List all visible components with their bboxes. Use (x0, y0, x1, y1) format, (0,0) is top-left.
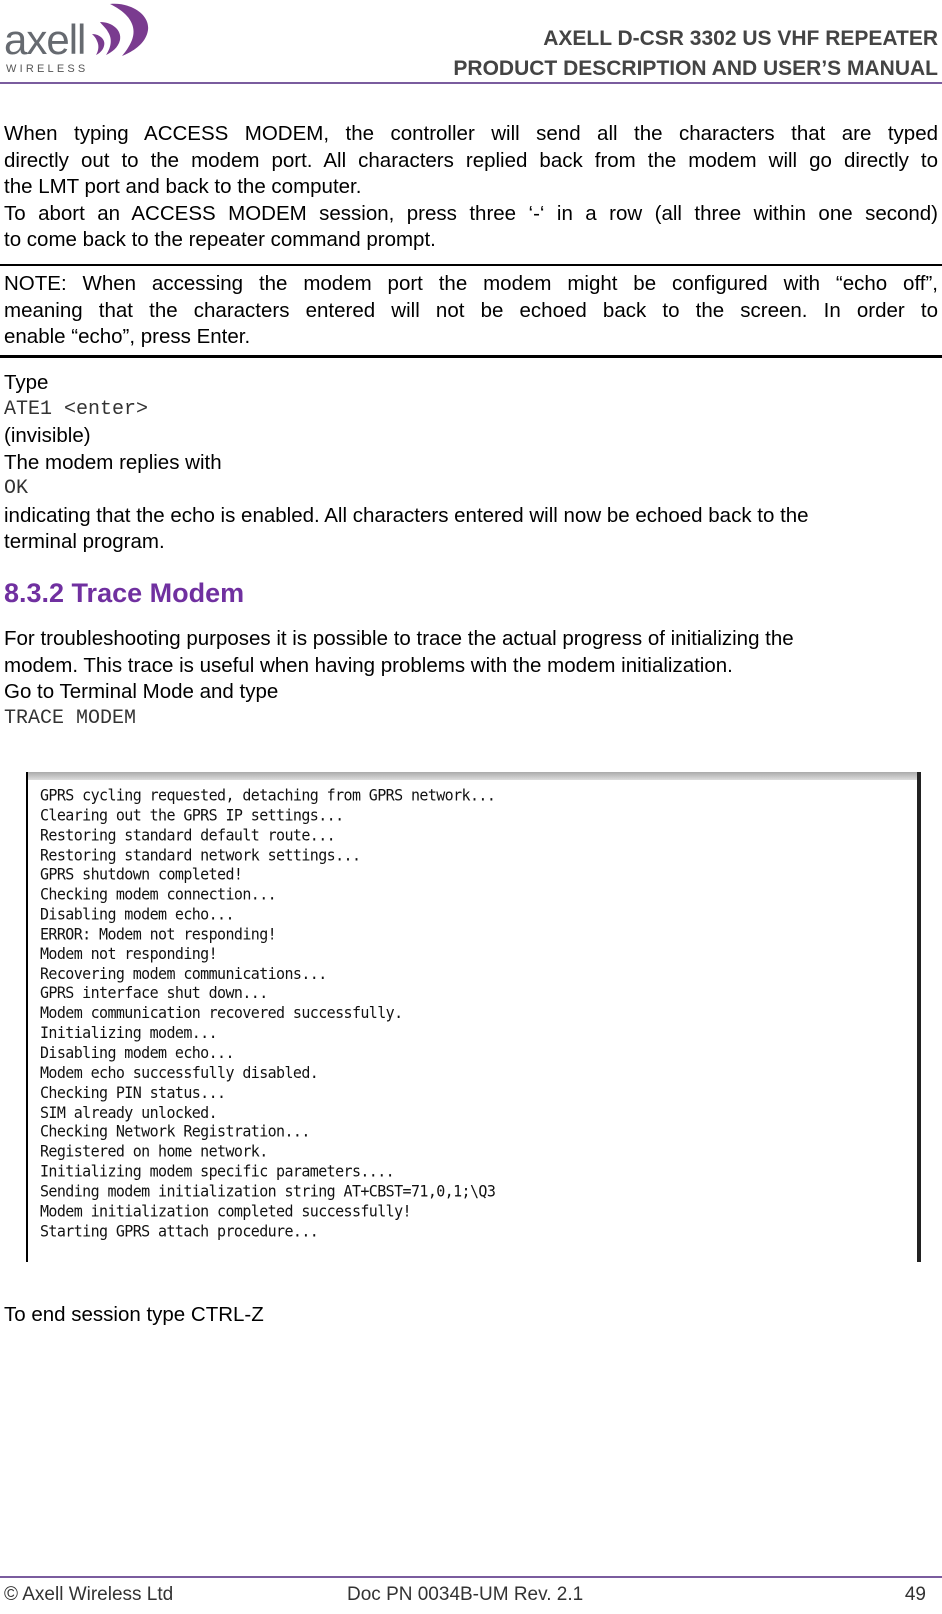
p1-line-2: directly out to the modem port. All characters replied back from the modem will go directly to (4, 148, 938, 172)
terminal-line: Modem not responding! (40, 944, 218, 964)
document-title (453, 24, 938, 84)
terminal-line: GPRS interface shut down... (40, 983, 268, 1003)
note-box (4, 271, 938, 351)
note-top-rule (0, 264, 942, 266)
terminal-line: Modem echo successfully disabled. (40, 1063, 319, 1082)
terminal-line: Modem initialization completed successfully! (40, 1201, 411, 1221)
header-divider (0, 82, 942, 84)
terminal-line: Sending modem initialization string AT+CBST=71,0,1;\Q3 (40, 1181, 496, 1201)
footer-doc-number: Doc PN 0034B-UM Rev. 2.1 (347, 1584, 584, 1605)
p2-line-2: to come back to the repeater command prompt. (4, 228, 436, 251)
trace-line-2: modem. This trace is useful when having problems with the modem initialization. (4, 653, 733, 677)
ok-response: OK (4, 477, 29, 500)
terminal-line: GPRS shutdown completed! (40, 865, 243, 885)
end-session-text: To end session type CTRL-Z (4, 1303, 264, 1326)
terminal-line: Registered on home network. (40, 1142, 268, 1162)
terminal-line: Initializing modem specific parameters.... (40, 1161, 395, 1181)
terminal-line: ERROR: Modem not responding! (40, 924, 277, 944)
terminal-line: Restoring standard default route... (40, 825, 336, 845)
echo-line-1: indicating that the echo is enabled. All characters entered will now be echoed back to the (4, 503, 809, 527)
p2-line-1: To abort an ACCESS MODEM session, press three ‘-‘ in a row (all three within one second) (4, 201, 938, 225)
p1-line-3: the LMT port and back to the computer. (4, 175, 362, 198)
logo-swoosh-icon (92, 0, 154, 58)
modem-replies-label: The modem replies with (4, 450, 222, 474)
terminal-line: Checking modem connection... (40, 884, 277, 904)
terminal-line: Starting GPRS attach procedure... (40, 1221, 319, 1241)
terminal-screenshot (26, 772, 921, 1262)
invisible-note: (invisible) (4, 424, 91, 447)
terminal-line: Restoring standard network settings... (40, 845, 361, 865)
type-label: Type (4, 371, 49, 394)
logo-wordmark: axell (4, 16, 86, 63)
note-line-2: meaning that the characters entered will not be echoed back to the screen. In order to (4, 298, 938, 322)
terminal-line: GPRS cycling requested, detaching from GPRS network... (40, 786, 496, 805)
title-line-2: PRODUCT DESCRIPTION AND USER’S MANUAL (453, 57, 938, 80)
trace-line-3: Go to Terminal Mode and type (4, 680, 279, 703)
footer-page-number: 49 (904, 1584, 926, 1605)
footer-divider (0, 1576, 942, 1578)
logo-subtitle: WIRELESS (6, 63, 89, 75)
footer-copyright: © Axell Wireless Ltd (4, 1584, 174, 1605)
terminal-line: Checking PIN status... (40, 1082, 226, 1102)
note-line-3: enable “echo”, press Enter. (4, 325, 251, 348)
trace-modem-paragraph (4, 626, 938, 732)
trace-line-1: For troubleshooting purposes it is possible to trace the actual progress of initializing the (4, 627, 794, 650)
ate1-command: ATE1 <enter> (4, 397, 149, 421)
echo-instructions (4, 370, 938, 556)
terminal-top-bar (28, 772, 917, 780)
terminal-output (40, 786, 495, 1241)
terminal-line: Recovering modem communications... (40, 964, 327, 983)
terminal-line: Clearing out the GPRS IP settings... (40, 805, 344, 825)
title-line-1: AXELL D-CSR 3302 US VHF REPEATER (543, 27, 938, 50)
terminal-line: Initializing modem... (40, 1023, 218, 1043)
access-modem-paragraph (4, 121, 938, 254)
terminal-line: Disabling modem echo... (40, 1043, 234, 1063)
terminal-line: Checking Network Registration... (40, 1122, 310, 1142)
note-bottom-rule (0, 355, 942, 358)
terminal-line: Disabling modem echo... (40, 904, 234, 924)
note-line-1: NOTE: When accessing the modem port the modem might be configured with “echo off”, (4, 272, 938, 295)
echo-line-2: terminal program. (4, 530, 165, 553)
terminal-line: Modem communication recovered successfully. (40, 1003, 403, 1023)
terminal-line: SIM already unlocked. (40, 1102, 218, 1122)
p1-line-1: When typing ACCESS MODEM, the controller will send all the characters that are typed (4, 122, 938, 145)
trace-command: TRACE MODEM (4, 706, 137, 730)
section-heading: 8.3.2 Trace Modem (4, 578, 245, 608)
